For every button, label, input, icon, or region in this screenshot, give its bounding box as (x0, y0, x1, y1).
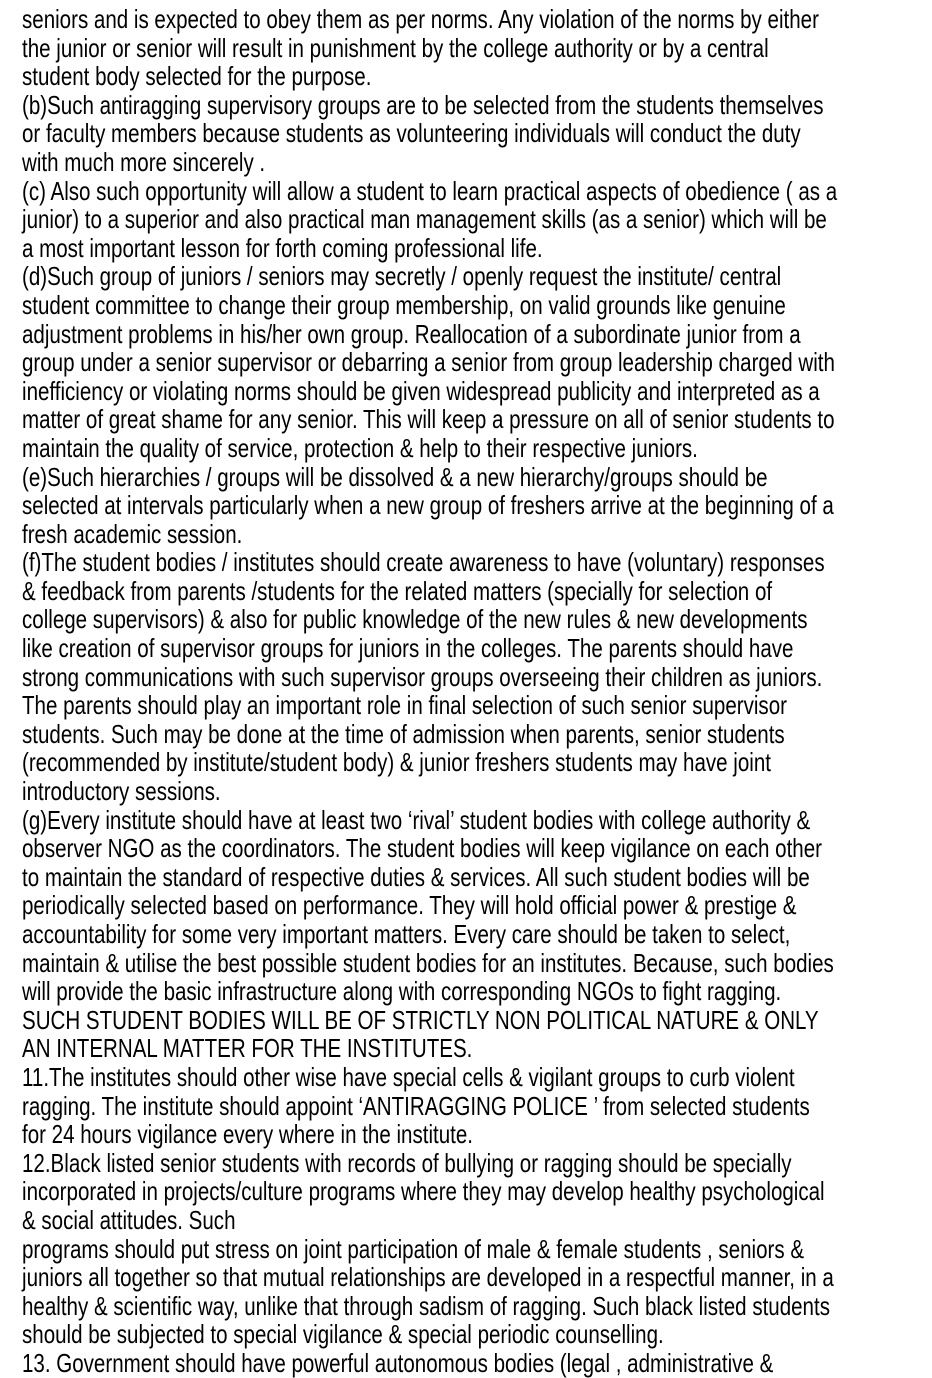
text-line: juniors all together so that mutual relationships are developed in a respectful manner, in a (22, 1262, 834, 1293)
text-line: for 24 hours vigilance every where in the institute. (22, 1119, 473, 1150)
text-line: (f)The student bodies / institutes should create awareness to have (voluntary) responses (22, 547, 825, 578)
text-line: & feedback from parents /students for the related matters (specially for selection of (22, 575, 773, 606)
text-line: seniors and is expected to obey them as per norms. Any violation of the norms by either (22, 4, 819, 34)
text-line: (c) Also such opportunity will allow a student to learn practical aspects of obedience ( as a (22, 175, 838, 206)
text-line: maintain & utilise the best possible student bodies for an institutes. Because, such bodies (22, 947, 834, 978)
text-line: college supervisors) & also for public knowledge of the new rules & new developments (22, 604, 808, 635)
text-line: 12.Black listed senior students with records of bullying or ragging should be specially (22, 1147, 792, 1178)
text-line: ragging. The institute should appoint ‘ANTIRAGGING POLICE ’ from selected students (22, 1090, 810, 1121)
text-line: (b)Such antiragging supervisory groups are to be selected from the students themselves (22, 89, 824, 120)
text-line: (g)Every institute should have at least two ‘rival’ student bodies with college authority & (22, 804, 811, 835)
text-line: should be subjected to special vigilance & special periodic counselling. (22, 1319, 664, 1350)
text-line: observer NGO as the coordinators. The student bodies will keep vigilance on each other (22, 833, 822, 864)
text-line: maintain the quality of service, protection & help to their respective juniors. (22, 432, 698, 463)
text-line: incorporated in projects/culture programs where they may develop healthy psychological (22, 1176, 825, 1207)
text-line: or faculty members because students as volunteering individuals will conduct the duty (22, 118, 801, 149)
text-line: & social attitudes. Such (22, 1204, 236, 1235)
text-line: healthy & scientific way, unlike that through sadism of ragging. Such black listed students (22, 1290, 830, 1321)
text-line: the junior or senior will result in punishment by the college authority or by a central (22, 32, 769, 63)
text-line: group under a senior supervisor or debarring a senior from group leadership charged with (22, 347, 835, 378)
text-line: student committee to change their group membership, on valid grounds like genuine (22, 289, 786, 320)
text-line: fresh academic session. (22, 518, 243, 549)
text-line: periodically selected based on performance. They will hold official power & prestige & (22, 890, 797, 921)
text-line: (d)Such group of juniors / seniors may secretly / openly request the institute/ central (22, 261, 782, 292)
text-line: student body selected for the purpose. (22, 61, 372, 92)
text-line: to maintain the standard of respective duties & services. All such student bodies will be (22, 861, 810, 892)
document-text-block (22, 5, 932, 1378)
text-line: (recommended by institute/student body) & junior freshers students may have joint (22, 747, 771, 778)
text-line: 11.The institutes should other wise have special cells & vigilant groups to curb violent (22, 1061, 795, 1092)
text-line: like creation of supervisor groups for juniors in the colleges. The parents should have (22, 633, 794, 664)
text-line: The parents should play an important role in final selection of such senior supervisor (22, 690, 787, 721)
text-line: (e)Such hierarchies / groups will be dissolved & a new hierarchy/groups should be (22, 461, 768, 492)
text-line: a most important lesson for forth coming professional life. (22, 232, 543, 263)
text-line: introductory sessions. (22, 776, 221, 807)
text-line: programs should put stress on joint participation of male & female students , seniors & (22, 1233, 805, 1264)
text-line: strong communications with such supervisor groups overseeing their children as juniors. (22, 661, 823, 692)
text-line: matter of great shame for any senior. This will keep a pressure on all of senior students to (22, 404, 835, 435)
text-line: 13. Government should have powerful autonomous bodies (legal , administrative & (22, 1347, 774, 1378)
text-line: adjustment problems in his/her own group. Reallocation of a subordinate junior from a (22, 318, 801, 349)
text-line: accountability for some very important matters. Every care should be taken to select, (22, 919, 791, 949)
text-line: junior) to a superior and also practical man management skills (as a senior) which will be (22, 204, 827, 235)
text-line: selected at intervals particularly when a new group of freshers arrive at the beginning of a (22, 490, 834, 521)
text-line: inefficiency or violating norms should be given widespread publicity and interpreted as a (22, 375, 820, 406)
text-line: will provide the basic infrastructure along with corresponding NGOs to fight ragging. (22, 976, 782, 1007)
text-line: students. Such may be done at the time of admission when parents, senior students (22, 718, 785, 749)
text-line: SUCH STUDENT BODIES WILL BE OF STRICTLY NON POLITICAL NATURE & ONLY (22, 1004, 819, 1035)
text-line: AN INTERNAL MATTER FOR THE INSTITUTES. (22, 1033, 473, 1064)
text-line: with much more sincerely . (22, 146, 266, 177)
